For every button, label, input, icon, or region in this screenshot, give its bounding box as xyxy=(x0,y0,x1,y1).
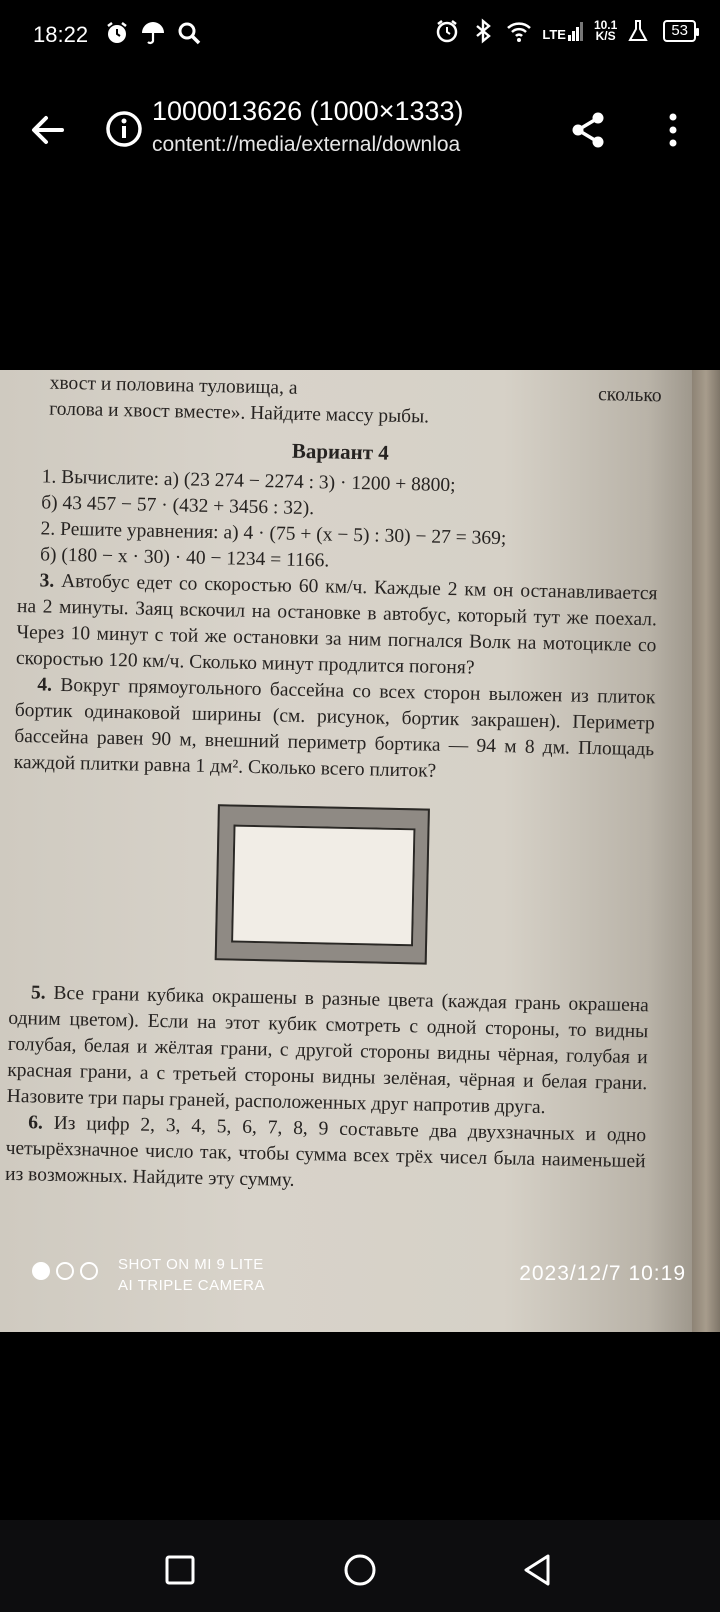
back-triangle-icon[interactable] xyxy=(518,1550,558,1590)
more-vert-icon[interactable] xyxy=(658,108,688,152)
book-page-text xyxy=(5,370,662,1201)
page-title: 1000013626 (1000×1333) xyxy=(152,96,464,126)
task-2a: 2. Решите уравнения: а) 4 · (75 + (x − 5) : 30) − 27 = 369; xyxy=(40,518,507,550)
page-subtitle: content://media/external/downloa xyxy=(152,133,461,156)
search-icon xyxy=(176,20,202,46)
info-icon[interactable] xyxy=(104,109,144,149)
book-page-edge xyxy=(692,370,720,1332)
battery-indicator: 53 xyxy=(663,20,696,42)
status-left-icons xyxy=(104,20,202,46)
task-5: 5. Все грани кубика окрашены в разные цвета (каждая грань окрашена одним цветом). Если на этот кубик смотреть с одной стороны, то видны голубая, белая и жёлтая грани, с другой стороны видны чёрная, голубая и красная грани, а с третьей стороны видны зелёная, чёрная и белая грани. Назовите три пары граней, расположенных друг напротив друга. xyxy=(6,982,650,1119)
speed-value: 10.1 xyxy=(593,18,618,32)
watermark-line-1: SHOT ON MI 9 LITE xyxy=(118,1256,264,1273)
watermark-dot xyxy=(32,1262,50,1280)
task-1b: б) 43 457 − 57 · (432 + 3456 : 32). xyxy=(41,492,315,520)
network-type: LTE xyxy=(542,27,566,42)
watermark-date: 2023/12/7 10:19 xyxy=(519,1262,686,1285)
task-1a: 1. Вычислите: а) (23 274 − 2274 : 3) · 1200 + 8800; xyxy=(41,466,456,497)
share-icon[interactable] xyxy=(566,108,610,152)
task-2b: б) (180 − x · 30) · 40 − 1234 = 1166. xyxy=(39,544,330,572)
signal-icon xyxy=(542,21,584,41)
network-speed xyxy=(594,20,617,42)
alarm-icon xyxy=(434,18,460,44)
bluetooth-icon xyxy=(470,18,496,44)
task-4: 4. Вокруг прямоугольного бассейна со всех сторон выложен из плиток бортик одинаковой ширины (см. рисунок, бортик закрашен). Периметр бассейна равен 90 м, внешний периметр бортика — 94 м 8 дм. Площадь каждой плитки равна 1 дм². Сколько всего плиток? xyxy=(13,674,656,782)
wifi-icon xyxy=(506,18,532,44)
camera-watermark-dots xyxy=(32,1262,98,1280)
umbrella-icon xyxy=(140,20,166,46)
home-circle-icon[interactable] xyxy=(340,1550,380,1590)
watermark-dot xyxy=(56,1262,74,1280)
status-right-icons xyxy=(434,18,696,44)
back-arrow-icon[interactable] xyxy=(26,108,70,152)
title-block xyxy=(152,96,522,157)
camera-watermark-text xyxy=(118,1254,265,1296)
status-bar xyxy=(0,0,720,72)
task-6: 6. Из цифр 2, 3, 4, 5, 6, 7, 8, 9 составьте два двухзначных и одно четырёхзначное число так, чтобы сумма всех трёх чисел была наименьшей из возможных. Найдите эту сумму. xyxy=(4,1112,647,1191)
intro-line: хвост и половина туловища, а сколько xyxy=(49,372,662,407)
intro-line: голова и хвост вместе». Найдите массу рыбы. xyxy=(48,398,430,428)
flask-icon xyxy=(627,18,653,44)
watermark-dot xyxy=(80,1262,98,1280)
photo-viewer-image[interactable] xyxy=(0,370,720,1332)
watermark-line-2: AI TRIPLE CAMERA xyxy=(118,1277,265,1294)
task-3: 3. Автобус едет со скоростью 60 км/ч. Каждые 2 км он останавливается на 2 минуты. Заяц вскочил на остановке в автобус, который тут же поехал. Через 10 минут с той же остановки за ним погнался Волк на мотоцикле со скоростью 120 км/ч. Сколько минут продлится погоня? xyxy=(15,570,658,679)
pool-area xyxy=(231,825,415,947)
clock: 18:22 xyxy=(33,22,89,47)
navigation-bar xyxy=(0,1520,720,1612)
pool-figure xyxy=(215,804,430,964)
alarm-icon xyxy=(104,20,130,46)
app-bar xyxy=(0,90,720,170)
speed-unit: K/S xyxy=(595,29,616,43)
variant-heading: Вариант 4 xyxy=(291,438,390,465)
recents-square-icon[interactable] xyxy=(160,1550,200,1590)
